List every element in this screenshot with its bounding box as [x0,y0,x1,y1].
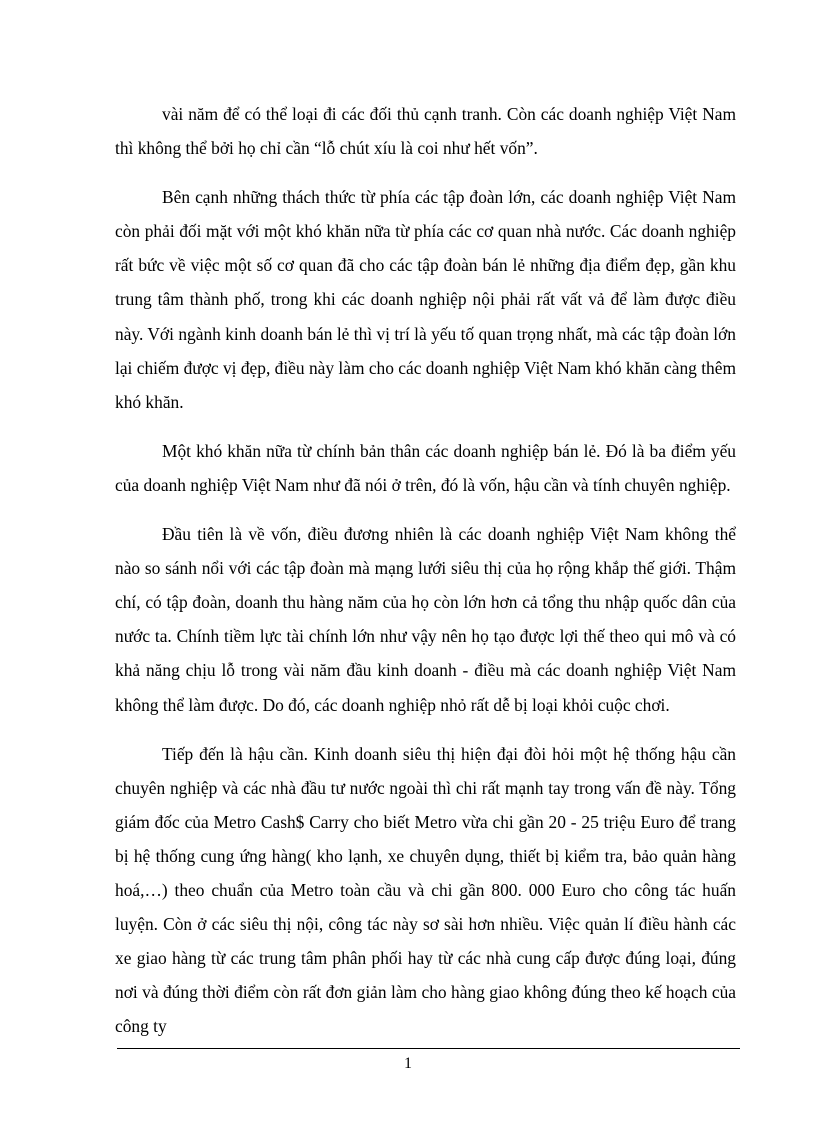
page-number: 1 [404,1055,412,1072]
paragraph-1: vài năm để có thể loại đi các đối thủ cạnh tranh. Còn các doanh nghiệp Việt Nam thì không thể bởi họ chỉ cần “lỗ chút xíu là coi như hết vốn”. [115,104,736,159]
body-text [115,97,736,1058]
paragraph-5: Tiếp đến là hậu cần. Kinh doanh siêu thị hiện đại đòi hỏi một hệ thống hậu cần chuyên nghiệp và các nhà đầu tư nước ngoài thì chi rất mạnh tay trong vấn đề này. Tổng giám đốc của Metro Cash$ Carry cho biết Metro vừa chi gần 20 - 25 triệu Euro để trang bị hệ thống cung ứng hàng( kho lạnh, xe chuyên dụng, thiết bị kiểm tra, bảo quản hàng hoá,…) theo chuẩn của Metro toàn cầu và chi gần 800. 000 Euro cho công tác huấn luyện. Còn ở các siêu thị nội, công tác này sơ sài hơn nhiều. Việc quản lí điều hành các xe giao hàng từ các trung tâm phân phối hay từ các nhà cung cấp được đúng loại, đúng nơi và đúng thời điểm còn rất đơn giản làm cho hàng giao không đúng theo kế hoạch của công ty [115,743,736,1037]
paragraph-4: Đầu tiên là về vốn, điều đương nhiên là các doanh nghiệp Việt Nam không thể nào so sánh nổi với các tập đoàn mà mạng lưới siêu thị của họ rộng khắp thế giới. Thậm chí, có tập đoàn, doanh thu hàng năm của họ còn lớn hơn cả tổng thu nhập quốc dân của nước ta. Chính tiềm lực tài chính lớn như vậy nên họ tạo được lợi thế theo qui mô và có khả năng chịu lỗ trong vài năm đầu kinh doanh - điều mà các doanh nghiệp Việt Nam không thể làm được. Do đó, các doanh nghiệp nhỏ rất dễ bị loại khỏi cuộc chơi. [115,524,736,715]
paragraph-3: Một khó khăn nữa từ chính bản thân các doanh nghiệp bán lẻ. Đó là ba điểm yếu của doanh nghiệp Việt Nam như đã nói ở trên, đó là vốn, hậu cần và tính chuyên nghiệp. [115,440,736,495]
paragraph-2: Bên cạnh những thách thức từ phía các tập đoàn lớn, các doanh nghiệp Việt Nam còn phải đối mặt với một khó khăn nữa từ phía các cơ quan nhà nước. Các doanh nghiệp rất bức về việc một số cơ quan đã cho các tập đoàn bán lẻ những địa điểm đẹp, gần khu trung tâm thành phố, trong khi các doanh nghiệp nội phải rất vất vả để làm được điều này. Với ngành kinh doanh bán lẻ thì vị trí là yếu tố quan trọng nhất, mà các tập đoàn lớn lại chiếm được vị đẹp, điều này làm cho các doanh nghiệp Việt Nam khó khăn càng thêm khó khăn. [115,187,736,412]
footer-divider [117,1048,740,1049]
